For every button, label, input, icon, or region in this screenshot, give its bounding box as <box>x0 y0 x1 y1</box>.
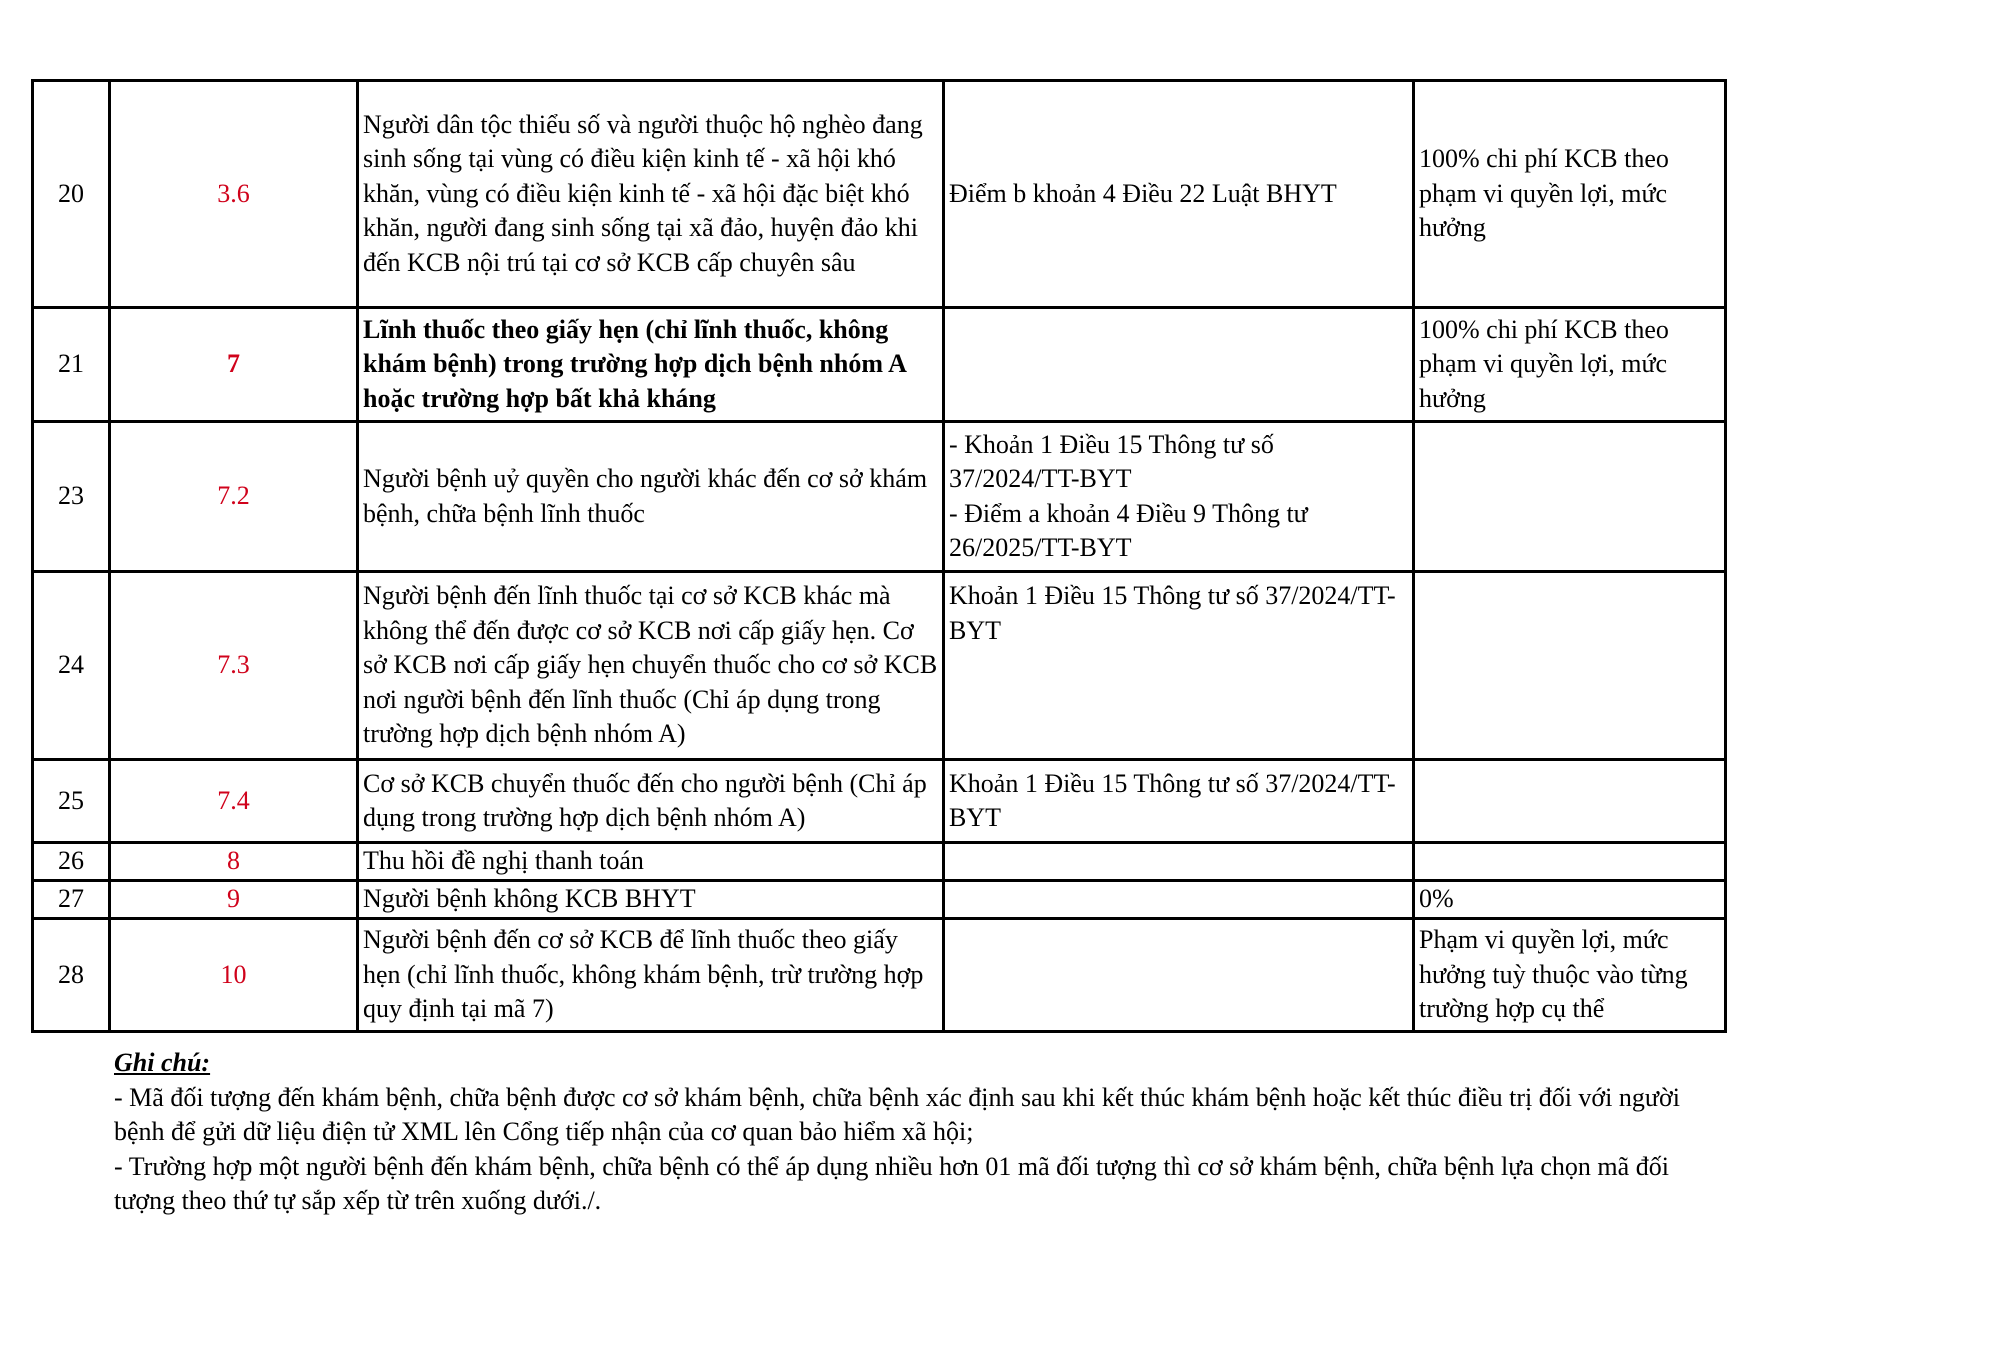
legal-basis-cell <box>944 422 1414 572</box>
notes-section <box>114 1046 1734 1219</box>
legal-basis-cell <box>944 81 1414 308</box>
legal-basis-line: Khoản 1 Điều 15 Thông tư số 37/2024/TT-BYT <box>949 581 1396 645</box>
legal-basis-cell <box>944 760 1414 843</box>
table-row <box>33 881 1726 919</box>
description-cell: Lĩnh thuốc theo giấy hẹn (chỉ lĩnh thuốc, không khám bệnh) trong trường hợp dịch bệnh nhóm A hoặc trường hợp bất khả kháng <box>358 308 944 422</box>
legal-basis-line: Điểm b khoản 4 Điều 22 Luật BHYT <box>949 178 1337 208</box>
legal-basis-cell <box>944 919 1414 1032</box>
table-row <box>33 422 1726 572</box>
legal-basis-line: - Khoản 1 Điều 15 Thông tư số 37/2024/TT-BYT <box>949 429 1274 493</box>
legal-basis-cell <box>944 572 1414 760</box>
legal-basis-line: - Điểm a khoản 4 Điều 9 Thông tư 26/2025/TT-BYT <box>949 498 1308 562</box>
benefit-cell: 100% chi phí KCB theo phạm vi quyền lợi, mức hưởng <box>1414 308 1726 422</box>
patient-code-cell: 8 <box>110 843 358 881</box>
row-number-cell: 24 <box>33 572 110 760</box>
table-row <box>33 572 1726 760</box>
row-number-cell: 20 <box>33 81 110 308</box>
patient-code-cell: 7.2 <box>110 422 358 572</box>
description-cell: Người dân tộc thiểu số và người thuộc hộ nghèo đang sinh sống tại vùng có điều kiện kinh tế - xã hội khó khăn, vùng có điều kiện kinh tế - xã hội đặc biệt khó khăn, người đang sinh sống tại xã đảo, huyện đảo khi đến KCB nội trú tại cơ sở KCB cấp chuyên sâu <box>358 81 944 308</box>
table-row <box>33 81 1726 308</box>
row-number-cell: 28 <box>33 919 110 1032</box>
row-number-cell: 23 <box>33 422 110 572</box>
patient-code-cell: 7.4 <box>110 760 358 843</box>
benefit-cell: Phạm vi quyền lợi, mức hưởng tuỳ thuộc vào từng trường hợp cụ thể <box>1414 919 1726 1032</box>
note-item: - Mã đối tượng đến khám bệnh, chữa bệnh được cơ sở khám bệnh, chữa bệnh xác định sau khi kết thúc khám bệnh hoặc kết thúc điều trị đối với người bệnh để gửi dữ liệu điện tử XML lên Cổng tiếp nhận của cơ quan bảo hiểm xã hội; <box>114 1082 1680 1146</box>
benefit-cell <box>1414 760 1726 843</box>
table-row <box>33 308 1726 422</box>
notes-heading: Ghi chú: <box>114 1048 211 1077</box>
table-row <box>33 843 1726 881</box>
note-item: - Trường hợp một người bệnh đến khám bệnh, chữa bệnh có thể áp dụng nhiều hơn 01 mã đối tượng thì cơ sở khám bệnh, chữa bệnh lựa chọn mã đối tượng theo thứ tự sắp xếp từ trên xuống dưới./. <box>114 1151 1669 1215</box>
benefit-cell: 100% chi phí KCB theo phạm vi quyền lợi, mức hưởng <box>1414 81 1726 308</box>
benefit-cell: 0% <box>1414 881 1726 919</box>
patient-code-cell: 9 <box>110 881 358 919</box>
patient-code-cell: 7 <box>110 308 358 422</box>
patient-code-table <box>31 79 1727 1033</box>
description-cell: Người bệnh đến lĩnh thuốc tại cơ sở KCB khác mà không thể đến được cơ sở KCB nơi cấp giấy hẹn. Cơ sở KCB nơi cấp giấy hẹn chuyển thuốc cho cơ sở KCB nơi người bệnh đến lĩnh thuốc (Chỉ áp dụng trong trường hợp dịch bệnh nhóm A) <box>358 572 944 760</box>
row-number-cell: 27 <box>33 881 110 919</box>
row-number-cell: 26 <box>33 843 110 881</box>
benefit-cell <box>1414 572 1726 760</box>
description-cell: Người bệnh uỷ quyền cho người khác đến cơ sở khám bệnh, chữa bệnh lĩnh thuốc <box>358 422 944 572</box>
description-cell: Người bệnh không KCB BHYT <box>358 881 944 919</box>
description-cell: Thu hồi đề nghị thanh toán <box>358 843 944 881</box>
table-row <box>33 919 1726 1032</box>
patient-code-cell: 3.6 <box>110 81 358 308</box>
table-body <box>33 81 1726 1032</box>
legal-basis-cell <box>944 881 1414 919</box>
row-number-cell: 25 <box>33 760 110 843</box>
patient-code-cell: 10 <box>110 919 358 1032</box>
legal-basis-cell <box>944 308 1414 422</box>
benefit-cell <box>1414 422 1726 572</box>
legal-basis-cell <box>944 843 1414 881</box>
table-row <box>33 760 1726 843</box>
row-number-cell: 21 <box>33 308 110 422</box>
legal-basis-line: Khoản 1 Điều 15 Thông tư số 37/2024/TT-BYT <box>949 768 1396 832</box>
description-cell: Người bệnh đến cơ sở KCB để lĩnh thuốc theo giấy hẹn (chỉ lĩnh thuốc, không khám bệnh, trừ trường hợp quy định tại mã 7) <box>358 919 944 1032</box>
benefit-cell <box>1414 843 1726 881</box>
description-cell: Cơ sở KCB chuyển thuốc đến cho người bệnh (Chỉ áp dụng trong trường hợp dịch bệnh nhóm A) <box>358 760 944 843</box>
patient-code-cell: 7.3 <box>110 572 358 760</box>
